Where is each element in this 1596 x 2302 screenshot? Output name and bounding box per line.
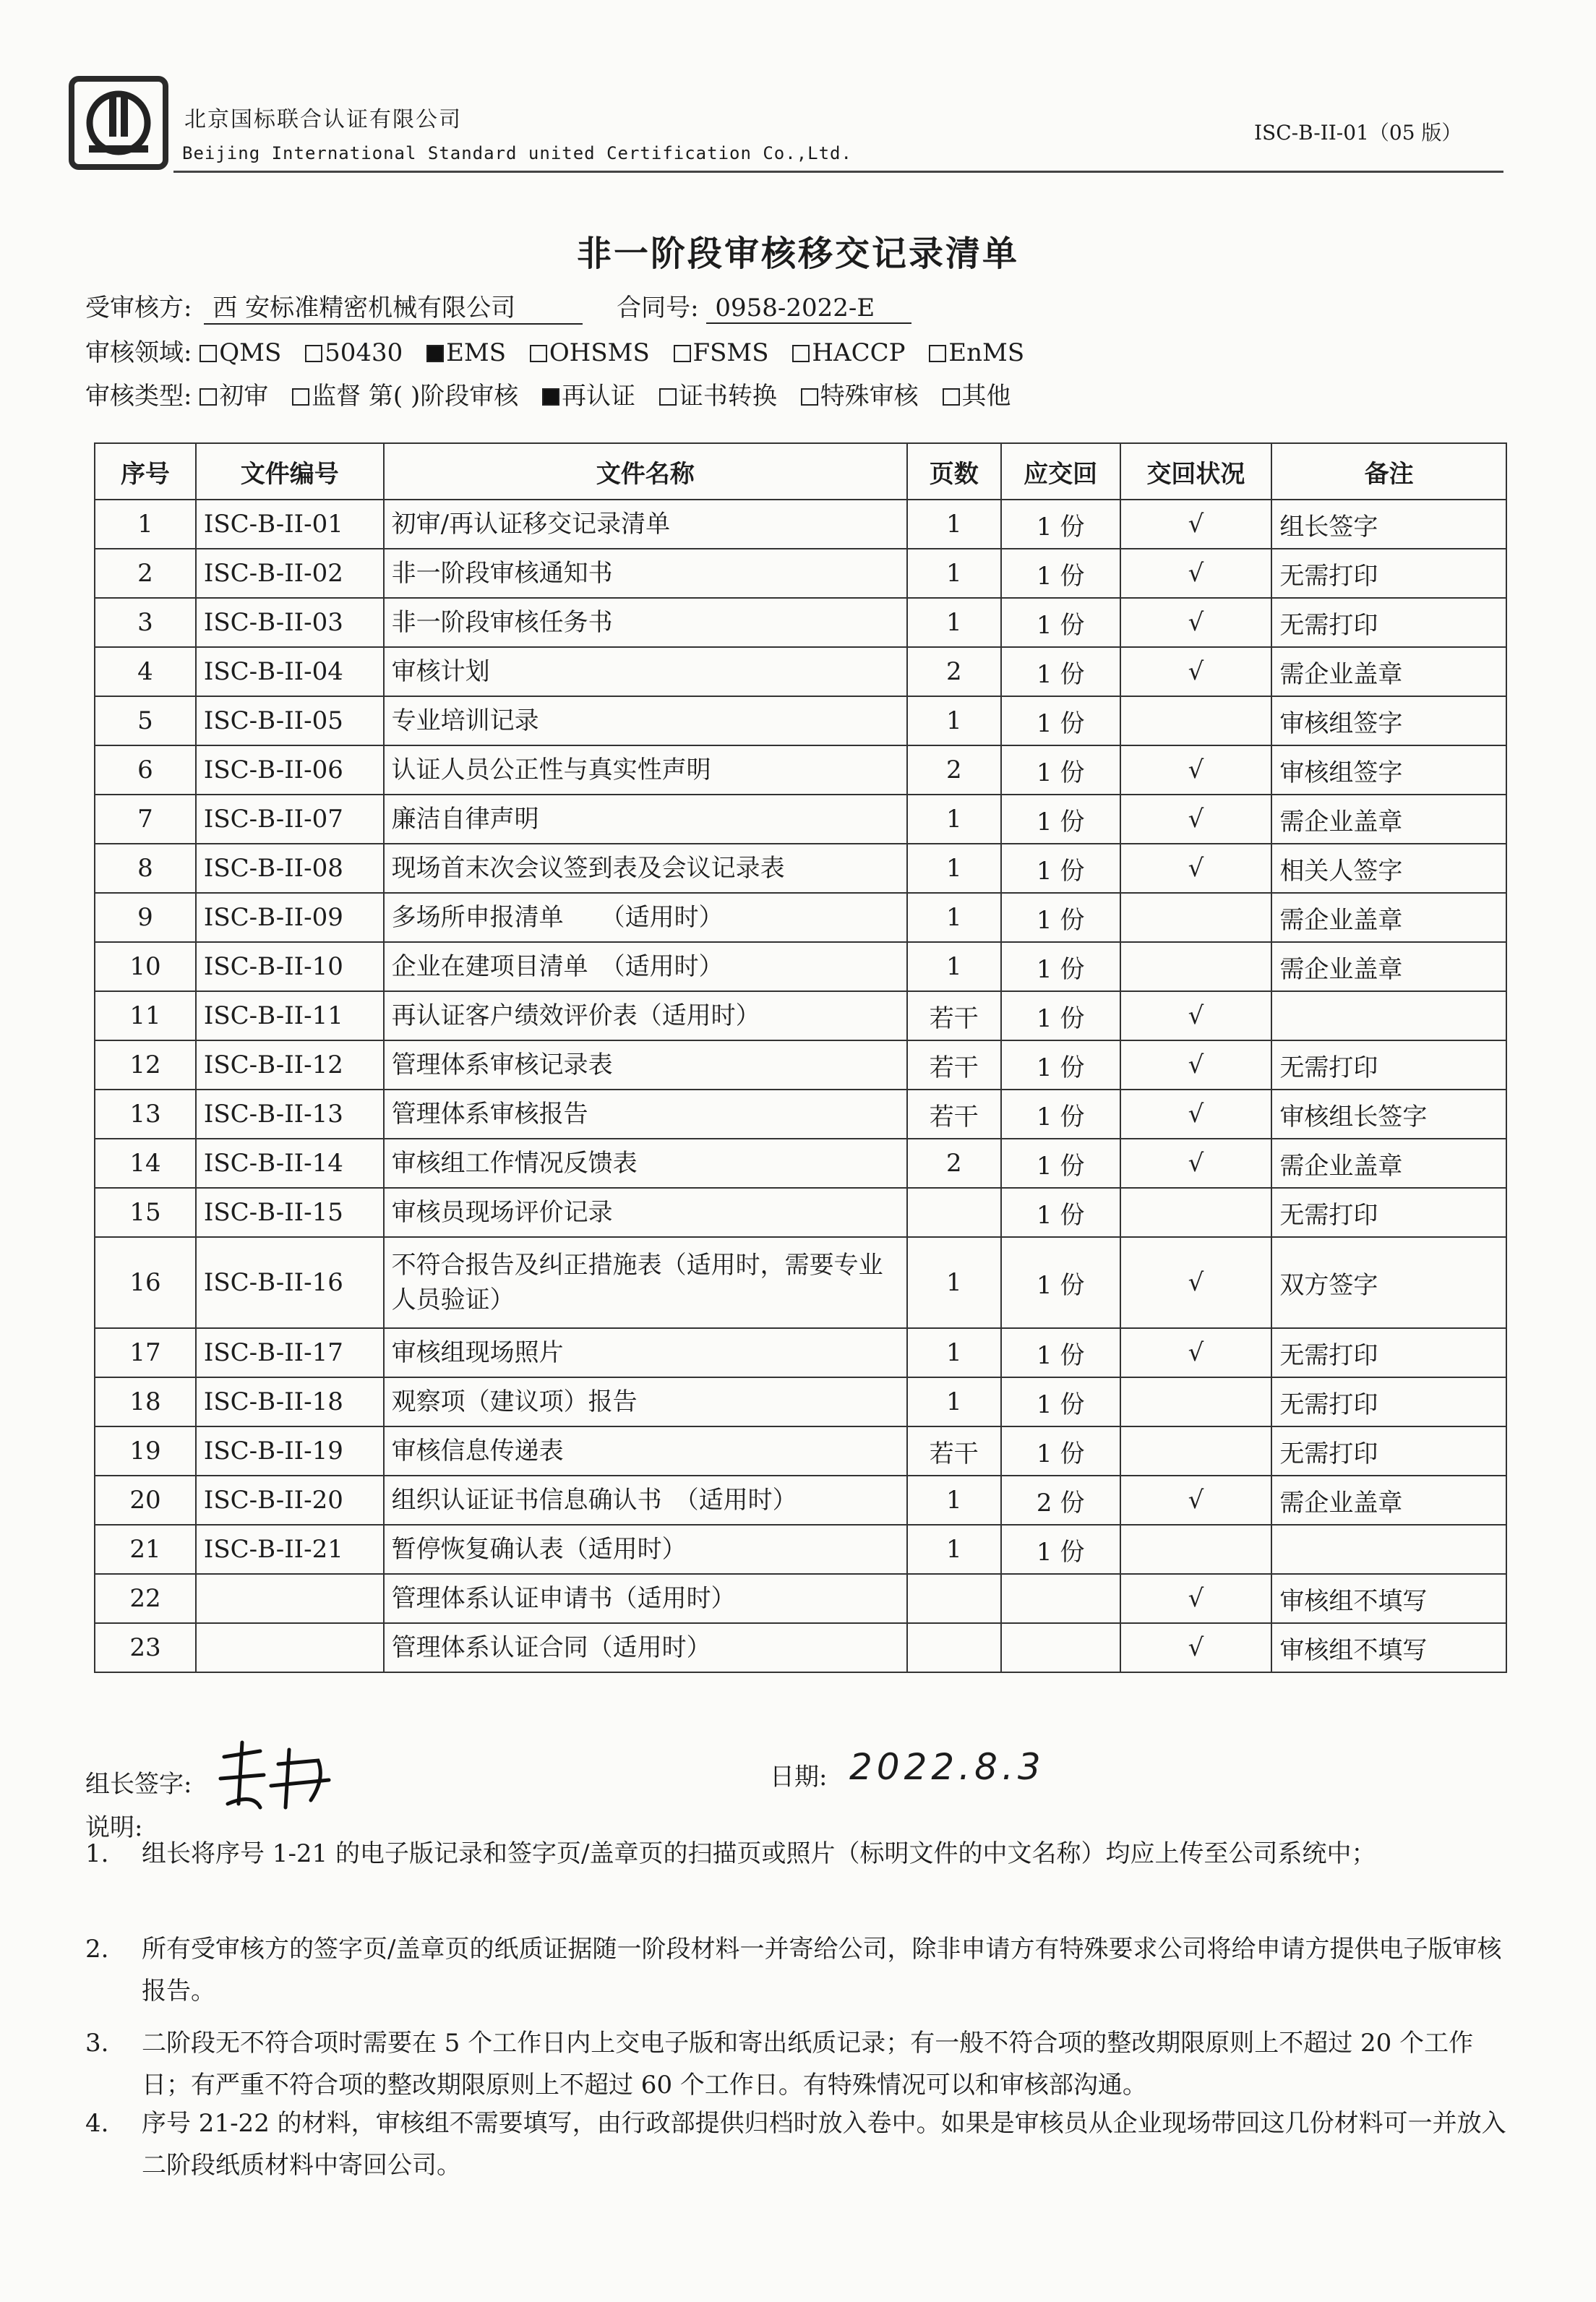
- cell-doc-name: 非一阶段审核任务书: [384, 598, 907, 647]
- company-name-en: Beijing International Standard united Certification Co.,Ltd.: [182, 143, 852, 163]
- cell-doc-name: 暂停恢复确认表（适用时）: [384, 1525, 907, 1574]
- note-item: 1. 组长将序号 1-21 的电子版记录和签字页/盖章页的扫描页或照片（标明文件的中文名称）均应上传至公司系统中；: [85, 1839, 1376, 1868]
- cell-doc-name: 不符合报告及纠正措施表（适用时，需要专业人员验证）: [384, 1237, 907, 1328]
- cell-seq: 11: [95, 991, 196, 1040]
- table-row: [95, 1237, 1506, 1328]
- date-label: 日期:: [770, 1763, 828, 1792]
- cell-return-status: √: [1120, 1328, 1272, 1377]
- cell-remarks: 审核组不填写: [1271, 1623, 1506, 1672]
- cell-doc-name: 现场首末次会议签到表及会议记录表: [384, 844, 907, 893]
- cell-seq: 12: [95, 1040, 196, 1090]
- cell-doc-number: ISC-B-II-08: [196, 844, 384, 893]
- cell-return-status: [1120, 942, 1272, 991]
- cell-pages: 若干: [907, 1426, 1001, 1476]
- checkbox-fsms[interactable]: [674, 345, 691, 362]
- header-remarks: 备注: [1271, 443, 1506, 500]
- checkbox-ohsms[interactable]: [530, 345, 547, 362]
- cell-doc-number: ISC-B-II-04: [196, 647, 384, 696]
- cell-return-status: [1120, 1377, 1272, 1426]
- cell-doc-name: 再认证客户绩效评价表（适用时）: [384, 991, 907, 1040]
- table-row: [95, 1574, 1506, 1623]
- checkbox-initial[interactable]: [200, 388, 217, 406]
- cell-remarks: 需企业盖章: [1271, 795, 1506, 844]
- header-pages: 页数: [907, 443, 1001, 500]
- contract-label: 合同号:: [617, 294, 699, 322]
- cell-return-status: √: [1120, 500, 1272, 549]
- checkbox-enms[interactable]: [929, 345, 946, 362]
- cell-seq: 22: [95, 1574, 196, 1623]
- cell-doc-name: 认证人员公正性与真实性声明: [384, 745, 907, 795]
- cell-remarks: 审核组不填写: [1271, 1574, 1506, 1623]
- cell-remarks: 审核组签字: [1271, 696, 1506, 745]
- cell-pages: 2: [907, 647, 1001, 696]
- cell-copies-due: 1 份: [1001, 893, 1120, 942]
- table-row: [95, 1377, 1506, 1426]
- cell-doc-number: ISC-B-II-01: [196, 500, 384, 549]
- cell-seq: 17: [95, 1328, 196, 1377]
- cell-seq: 7: [95, 795, 196, 844]
- note-item: 3. 二阶段无不符合项时需要在 5 个工作日内上交电子版和寄出纸质记录；有一般不符合项的整改期限原则上不超过 20 个工作日；有严重不符合项的整改期限原则上不超过 60 个工作日。有特殊情况可以和审核部沟通。: [85, 2029, 1474, 2100]
- table-header-row: [95, 443, 1506, 500]
- table-row: [95, 696, 1506, 745]
- cell-copies-due: 1 份: [1001, 1139, 1120, 1188]
- table-row: [95, 1525, 1506, 1574]
- cell-copies-due: [1001, 1574, 1120, 1623]
- table-row: [95, 1139, 1506, 1188]
- isc-logo-icon: [74, 82, 163, 164]
- checkbox-haccp[interactable]: [792, 345, 810, 362]
- audit-type-label: 审核类型:: [85, 382, 192, 411]
- cell-copies-due: 1 份: [1001, 745, 1120, 795]
- cell-doc-number: ISC-B-II-13: [196, 1090, 384, 1139]
- cell-pages: 若干: [907, 991, 1001, 1040]
- cell-remarks: 无需打印: [1271, 549, 1506, 598]
- cell-copies-due: 1 份: [1001, 942, 1120, 991]
- company-name-cn: 北京国标联合认证有限公司: [184, 107, 462, 132]
- cell-doc-name: 审核组工作情况反馈表: [384, 1139, 907, 1188]
- cell-seq: 20: [95, 1476, 196, 1525]
- cell-doc-number: ISC-B-II-09: [196, 893, 384, 942]
- checkbox-transfer[interactable]: [659, 388, 677, 406]
- cell-return-status: √: [1120, 795, 1272, 844]
- cell-doc-number: ISC-B-II-19: [196, 1426, 384, 1476]
- cell-return-status: √: [1120, 647, 1272, 696]
- cell-remarks: 需企业盖章: [1271, 647, 1506, 696]
- cell-remarks: 组长签字: [1271, 500, 1506, 549]
- cell-seq: 13: [95, 1090, 196, 1139]
- header-divider: [173, 171, 1503, 173]
- checkbox-qms[interactable]: [200, 345, 217, 362]
- cell-return-status: [1120, 893, 1272, 942]
- cell-copies-due: 1 份: [1001, 647, 1120, 696]
- table-row: [95, 1426, 1506, 1476]
- cell-return-status: √: [1120, 1237, 1272, 1328]
- cell-pages: 1: [907, 549, 1001, 598]
- cell-pages: 1: [907, 1525, 1001, 1574]
- audit-type-line: [85, 376, 1027, 411]
- cell-doc-number: ISC-B-II-06: [196, 745, 384, 795]
- cell-copies-due: 1 份: [1001, 844, 1120, 893]
- cell-return-status: √: [1120, 1090, 1272, 1139]
- cell-doc-name: 审核组现场照片: [384, 1328, 907, 1377]
- audit-domain-line: [85, 333, 1040, 368]
- domain-option-ohsms[interactable]: OHSMS: [530, 338, 650, 367]
- table-row: [95, 1328, 1506, 1377]
- cell-remarks: 无需打印: [1271, 1040, 1506, 1090]
- table-row: [95, 844, 1506, 893]
- cell-copies-due: 1 份: [1001, 1328, 1120, 1377]
- cell-remarks: 需企业盖章: [1271, 1139, 1506, 1188]
- cell-pages: 2: [907, 745, 1001, 795]
- cell-return-status: √: [1120, 991, 1272, 1040]
- table-row: [95, 942, 1506, 991]
- cell-seq: 5: [95, 696, 196, 745]
- cell-remarks: 审核组长签字: [1271, 1090, 1506, 1139]
- company-logo-icon: [69, 76, 168, 170]
- cell-remarks: 无需打印: [1271, 598, 1506, 647]
- cell-seq: 10: [95, 942, 196, 991]
- cell-doc-name: 组织认证证书信息确认书 （适用时）: [384, 1476, 907, 1525]
- cell-return-status: √: [1120, 598, 1272, 647]
- cell-return-status: √: [1120, 1139, 1272, 1188]
- cell-remarks: 双方签字: [1271, 1237, 1506, 1328]
- cell-seq: 15: [95, 1188, 196, 1237]
- cell-doc-number: ISC-B-II-18: [196, 1377, 384, 1426]
- cell-copies-due: 1 份: [1001, 549, 1120, 598]
- cell-remarks: 需企业盖章: [1271, 1476, 1506, 1525]
- cell-copies-due: 1 份: [1001, 1237, 1120, 1328]
- cell-doc-number: [196, 1623, 384, 1672]
- checkbox-ems-checked[interactable]: [426, 345, 444, 362]
- header-seq: 序号: [95, 443, 196, 500]
- cell-return-status: √: [1120, 549, 1272, 598]
- cell-remarks: [1271, 991, 1506, 1040]
- cell-copies-due: 1 份: [1001, 598, 1120, 647]
- cell-doc-name: 专业培训记录: [384, 696, 907, 745]
- audit-domain-label: 审核领域:: [85, 338, 192, 367]
- type-option-surveillance[interactable]: 监督 第( )阶段审核: [292, 382, 518, 411]
- cell-doc-number: ISC-B-II-21: [196, 1525, 384, 1574]
- cell-remarks: 审核组签字: [1271, 745, 1506, 795]
- header-doc-number: 文件编号: [196, 443, 384, 500]
- cell-copies-due: 1 份: [1001, 1377, 1120, 1426]
- table-row: [95, 1476, 1506, 1525]
- domain-option-fsms[interactable]: FSMS: [674, 338, 769, 367]
- cell-doc-name: 企业在建项目清单 （适用时）: [384, 942, 907, 991]
- cell-remarks: 无需打印: [1271, 1377, 1506, 1426]
- date-value: 2022.8.3: [849, 1746, 1045, 1788]
- handover-records-table: [94, 442, 1507, 1673]
- type-option-initial[interactable]: 初审: [200, 382, 268, 411]
- cell-pages: 1: [907, 598, 1001, 647]
- cell-doc-name: 廉洁自律声明: [384, 795, 907, 844]
- cell-copies-due: [1001, 1623, 1120, 1672]
- cell-seq: 21: [95, 1525, 196, 1574]
- cell-pages: 1: [907, 1328, 1001, 1377]
- leader-signature-label: 组长签字:: [85, 1770, 192, 1799]
- domain-option-qms[interactable]: QMS: [200, 338, 281, 367]
- table-row: [95, 647, 1506, 696]
- cell-seq: 18: [95, 1377, 196, 1426]
- table-row: [95, 1623, 1506, 1672]
- cell-pages: 1: [907, 500, 1001, 549]
- cell-doc-number: ISC-B-II-20: [196, 1476, 384, 1525]
- cell-return-status: √: [1120, 844, 1272, 893]
- cell-remarks: 需企业盖章: [1271, 893, 1506, 942]
- domain-option-haccp[interactable]: HACCP: [792, 338, 905, 367]
- cell-copies-due: 1 份: [1001, 1090, 1120, 1139]
- cell-doc-name: 管理体系审核报告: [384, 1090, 907, 1139]
- table-row: [95, 549, 1506, 598]
- cell-pages: [907, 1574, 1001, 1623]
- cell-return-status: √: [1120, 1040, 1272, 1090]
- cell-pages: 2: [907, 1139, 1001, 1188]
- cell-pages: 1: [907, 1237, 1001, 1328]
- cell-remarks: 无需打印: [1271, 1426, 1506, 1476]
- cell-pages: 1: [907, 1377, 1001, 1426]
- cell-pages: 1: [907, 696, 1001, 745]
- cell-seq: 4: [95, 647, 196, 696]
- cell-copies-due: 1 份: [1001, 1188, 1120, 1237]
- table-row: [95, 795, 1506, 844]
- domain-option-50430[interactable]: 50430: [305, 338, 403, 367]
- cell-doc-number: ISC-B-II-11: [196, 991, 384, 1040]
- cell-seq: 9: [95, 893, 196, 942]
- contract-value: 0958-2022-E: [706, 294, 911, 324]
- cell-seq: 16: [95, 1237, 196, 1328]
- table-row: [95, 893, 1506, 942]
- cell-doc-number: ISC-B-II-14: [196, 1139, 384, 1188]
- cell-doc-name: 多场所申报清单 （适用时）: [384, 893, 907, 942]
- type-option-other[interactable]: 其他: [943, 382, 1011, 411]
- cell-seq: 14: [95, 1139, 196, 1188]
- table-row: [95, 500, 1506, 549]
- cell-doc-name: 审核计划: [384, 647, 907, 696]
- cell-pages: 1: [907, 795, 1001, 844]
- cell-doc-name: 初审/再认证移交记录清单: [384, 500, 907, 549]
- checkbox-surveillance[interactable]: [292, 388, 309, 406]
- cell-seq: 19: [95, 1426, 196, 1476]
- cell-seq: 3: [95, 598, 196, 647]
- document-code: ISC-B-II-01（05 版）: [1254, 121, 1462, 145]
- type-option-transfer[interactable]: 证书转换: [659, 382, 777, 411]
- note-item: 2. 所有受审核方的签字页/盖章页的纸质证据随一阶段材料一并寄给公司，除非申请方有特殊要求公司将给申请方提供电子版审核报告。: [85, 1935, 1502, 2006]
- cell-pages: 1: [907, 893, 1001, 942]
- cell-return-status: [1120, 696, 1272, 745]
- cell-copies-due: 2 份: [1001, 1476, 1120, 1525]
- cell-doc-name: 管理体系认证合同（适用时）: [384, 1623, 907, 1672]
- cell-return-status: √: [1120, 1574, 1272, 1623]
- cell-doc-name: 审核信息传递表: [384, 1426, 907, 1476]
- cell-seq: 6: [95, 745, 196, 795]
- cell-return-status: √: [1120, 1623, 1272, 1672]
- table-row: [95, 1090, 1506, 1139]
- cell-remarks: 无需打印: [1271, 1188, 1506, 1237]
- page-title: 非一阶段审核移交记录清单: [576, 234, 1019, 274]
- cell-copies-due: 1 份: [1001, 696, 1120, 745]
- cell-remarks: 需企业盖章: [1271, 942, 1506, 991]
- cell-seq: 23: [95, 1623, 196, 1672]
- header-return-status: 交回状况: [1120, 443, 1272, 500]
- checkbox-special[interactable]: [801, 388, 818, 406]
- cell-copies-due: 1 份: [1001, 991, 1120, 1040]
- checkbox-recertification-checked[interactable]: [542, 388, 559, 406]
- table-row: [95, 745, 1506, 795]
- cell-doc-number: ISC-B-II-15: [196, 1188, 384, 1237]
- cell-doc-number: ISC-B-II-05: [196, 696, 384, 745]
- cell-doc-name: 管理体系审核记录表: [384, 1040, 907, 1090]
- domain-option-ems[interactable]: EMS: [426, 338, 506, 367]
- cell-seq: 2: [95, 549, 196, 598]
- cell-copies-due: 1 份: [1001, 795, 1120, 844]
- cell-copies-due: 1 份: [1001, 1040, 1120, 1090]
- cell-remarks: 无需打印: [1271, 1328, 1506, 1377]
- cell-return-status: [1120, 1426, 1272, 1476]
- cell-pages: 1: [907, 844, 1001, 893]
- cell-return-status: [1120, 1188, 1272, 1237]
- cell-doc-number: ISC-B-II-02: [196, 549, 384, 598]
- cell-copies-due: 1 份: [1001, 500, 1120, 549]
- table-row: [95, 598, 1506, 647]
- checkbox-50430[interactable]: [305, 345, 322, 362]
- handwritten-signature-icon: [210, 1735, 340, 1815]
- cell-doc-number: [196, 1574, 384, 1623]
- cell-return-status: [1120, 1525, 1272, 1574]
- cell-pages: 若干: [907, 1040, 1001, 1090]
- table-row: [95, 991, 1506, 1040]
- header-copies-due: 应交回: [1001, 443, 1120, 500]
- table-row: [95, 1040, 1506, 1090]
- type-option-special[interactable]: 特殊审核: [801, 382, 919, 411]
- cell-pages: 若干: [907, 1090, 1001, 1139]
- table-row: [95, 1188, 1506, 1237]
- cell-doc-name: 管理体系认证申请书（适用时）: [384, 1574, 907, 1623]
- cell-pages: [907, 1623, 1001, 1672]
- audited-party-line: [85, 288, 911, 325]
- header-doc-name: 文件名称: [384, 443, 907, 500]
- cell-doc-number: ISC-B-II-16: [196, 1237, 384, 1328]
- type-option-recertification[interactable]: 再认证: [542, 382, 635, 411]
- cell-remarks: 相关人签字: [1271, 844, 1506, 893]
- cell-pages: 1: [907, 1476, 1001, 1525]
- note-item: 4. 序号 21-22 的材料，审核组不需要填写，由行政部提供归档时放入卷中。如果是审核员从企业现场带回这几份材料可一并放入二阶段纸质材料中寄回公司。: [85, 2109, 1506, 2180]
- cell-doc-number: ISC-B-II-07: [196, 795, 384, 844]
- checkbox-other[interactable]: [943, 388, 960, 406]
- cell-copies-due: 1 份: [1001, 1525, 1120, 1574]
- notes-label: 说明:: [85, 1813, 143, 1842]
- cell-return-status: √: [1120, 745, 1272, 795]
- cell-return-status: √: [1120, 1476, 1272, 1525]
- cell-copies-due: 1 份: [1001, 1426, 1120, 1476]
- cell-pages: [907, 1188, 1001, 1237]
- cell-doc-name: 观察项（建议项）报告: [384, 1377, 907, 1426]
- audited-party-label: 受审核方:: [85, 294, 192, 322]
- cell-seq: 8: [95, 844, 196, 893]
- cell-doc-name: 审核员现场评价记录: [384, 1188, 907, 1237]
- cell-doc-number: ISC-B-II-12: [196, 1040, 384, 1090]
- cell-doc-number: ISC-B-II-10: [196, 942, 384, 991]
- cell-doc-name: 非一阶段审核通知书: [384, 549, 907, 598]
- cell-seq: 1: [95, 500, 196, 549]
- domain-option-enms[interactable]: EnMS: [929, 338, 1024, 367]
- cell-remarks: [1271, 1525, 1506, 1574]
- audited-party-value: 西 安标准精密机械有限公司: [204, 288, 583, 325]
- cell-pages: 1: [907, 942, 1001, 991]
- cell-doc-number: ISC-B-II-17: [196, 1328, 384, 1377]
- cell-doc-number: ISC-B-II-03: [196, 598, 384, 647]
